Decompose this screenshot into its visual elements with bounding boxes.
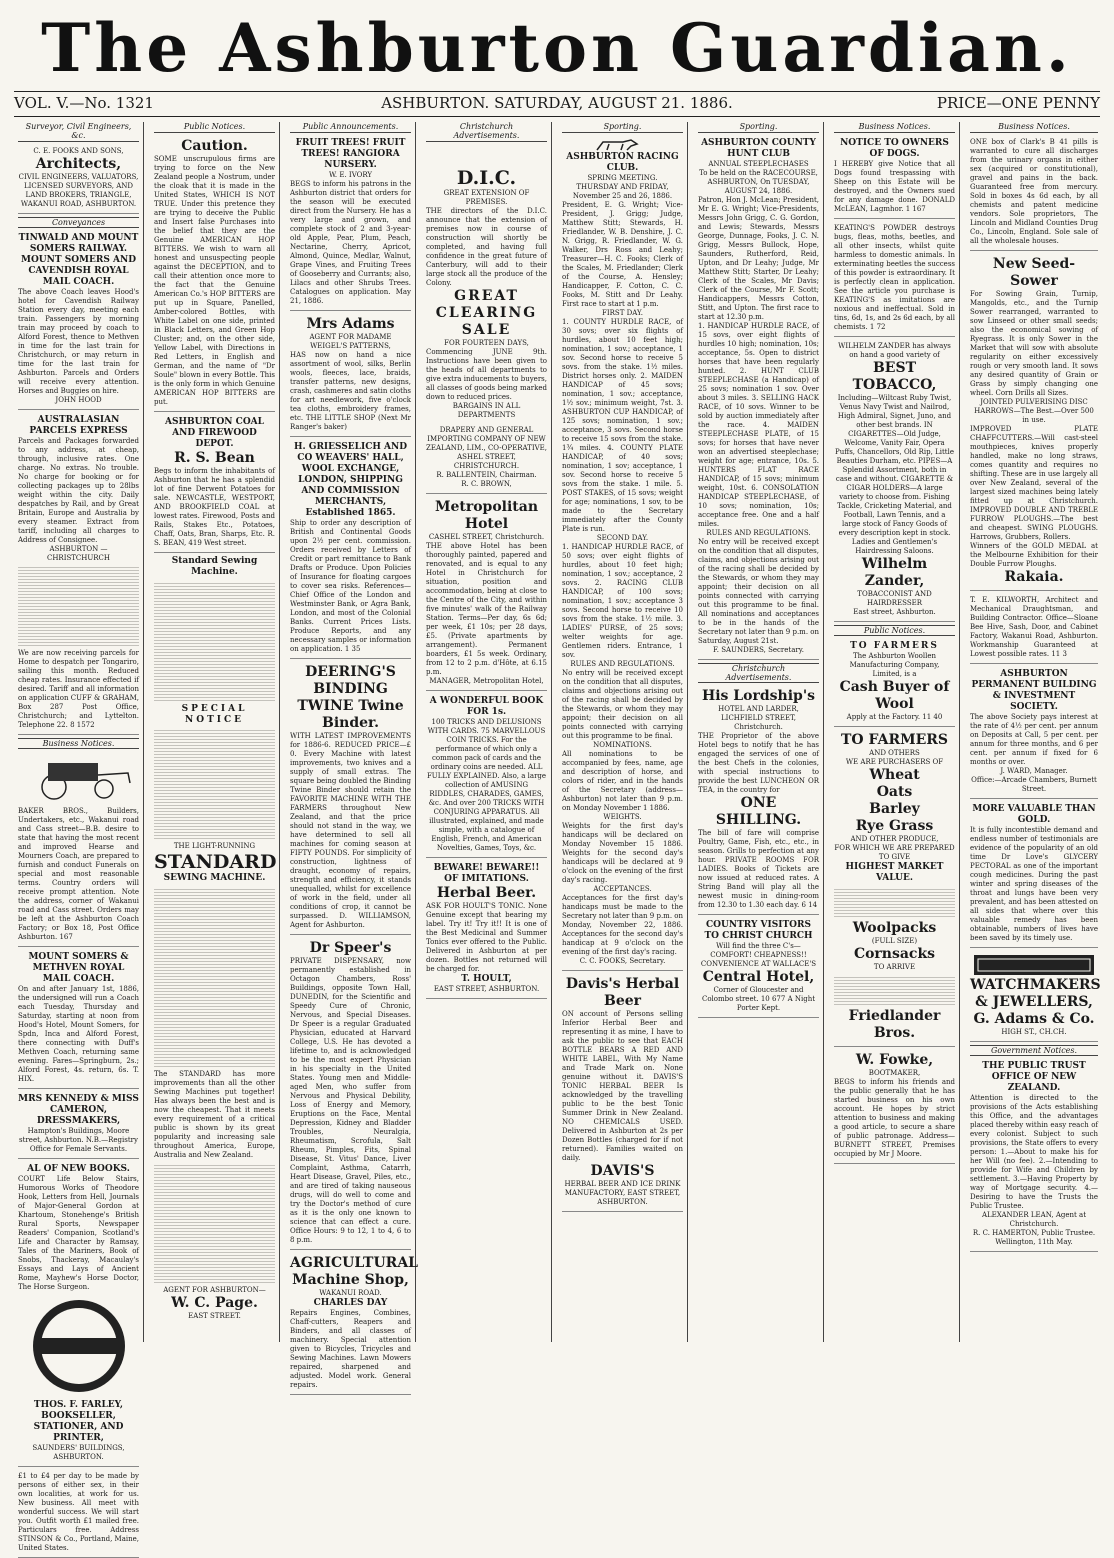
ad-title: AUSTRALASIAN PARCELS EXPRESS	[29, 415, 128, 436]
section-subheading: SECOND DAY.	[596, 534, 649, 542]
ad-subtitle: AGENT FOR ASHBURTON—	[163, 1286, 266, 1294]
dic-advert	[426, 145, 547, 494]
baker-advert	[18, 805, 139, 947]
tariff-table-illustration	[18, 566, 139, 646]
column-6	[694, 122, 824, 1342]
produce-rye-grass: Rye Grass	[855, 818, 934, 834]
column-1	[14, 122, 144, 1552]
ad-body: The above Society pays interest at the rate of 4½ per cent. per annum on Deposits at Call, 5 per cent. per annum for three months, and 6 per cent. per annum if fixed for 6 months or over.	[970, 713, 1098, 766]
ad-title: HIGHEST MARKET VALUE.	[845, 862, 944, 883]
section-subheading: ACCEPTANCES.	[593, 885, 652, 893]
ad-body: ASK FOR HOULT'S TONIC. None Genuine except that bearing my label. Try it! Try it!! It is one of the Best Medicinal and Summer Tonics ever offered to the Public. Delivered in Ashburton at per dozen. Bottles not returned will be charged for.	[426, 902, 547, 973]
ad-title: TO FARMERS	[850, 641, 939, 651]
ad-title: MOUNT SOMERS & METHVEN ROYAL MAIL COACH.	[28, 952, 129, 984]
ad-subtitle: JOINTED PULVERISING DISC HARROWS—The Best.—Over 500 in use.	[974, 398, 1094, 424]
ad-title: Architects,	[35, 156, 122, 172]
ad-body: Will find the three C's—COMFORT! CHEAPNESS!! CONVENIENCE AT WALLACE'S	[700, 942, 817, 968]
ad-subtitle: AND OTHER PRODUCE,	[850, 835, 939, 843]
ad-signature: C. C. FOOKS, Secretary.	[579, 957, 666, 965]
ad-body: Acceptances for the first day's handicaps must be made to the Secretary not later than 9 p.m. on Monday, November 22, 1886. Acceptances for the second day's handicap at 9 o'clock on the evening of the first day's racing.	[562, 894, 683, 956]
section-subheading: FIRST DAY.	[602, 309, 643, 317]
coach-illustration	[24, 753, 134, 801]
column-2	[150, 122, 280, 1342]
ad-body: I HEREBY give Notice that all Dogs found trespassing with Sheep on this Estate will be destroyed, and the Owners sued for any damage done. DONALD McLEAN, Lagmhor. 1 167	[834, 160, 955, 213]
ad-subtitle: AND OTHERS	[869, 749, 920, 757]
ad-title-large: Woolpacks	[852, 920, 937, 936]
ad-title-large: TO FARMERS	[840, 732, 949, 748]
masthead-rule-lower	[14, 116, 1100, 117]
caution-advert	[154, 136, 275, 412]
ad-subtitle: WE ARE PURCHASERS OF	[845, 758, 944, 766]
ad-title-large: Rakaia.	[1004, 569, 1064, 585]
ad-subtitle: (FULL SIZE)	[871, 937, 918, 945]
ad-address: HERBAL BEER AND ICE DRINK MANUFACTORY, EAST STREET, ASHBURTON.	[564, 1180, 681, 1206]
column-heading: Business Notices.	[970, 122, 1098, 133]
column-heading: Public Announcements.	[290, 122, 411, 133]
section-subheading: WEIGHTS.	[603, 813, 642, 821]
ad-body: Patron, Hon J. McLean; President, Mr E. G. Wright; Vice-Presidents, Messrs John Grigg, C. G. Gordon, and Lewis; Stewards, Messrs George, Dunnage, Fooks, J. C. N. Grigg, Messrs Bullock, Hope, Saunders, Rutherford, Reid, Upton, and Dr Leahy; Judge, Mr Matthew Stitt; Starter, Dr Leahy; Clerk of the Scales, Mr Davis; Clerk of the Course, Mr F. Scott; Handicappers, Messrs Cotton, Stitt, and Upton. The first race to start at 12.30 p.m.	[698, 196, 820, 321]
ad-title: AL OF NEW BOOKS.	[27, 1164, 130, 1174]
column-3	[286, 122, 419, 1389]
column-8	[966, 122, 1102, 1342]
ad-address: Apply at the Factory. 11 40	[846, 713, 943, 721]
ad-title-large: WATCHMAKERS & JEWELLERS, G. Adams & Co.	[970, 977, 1101, 1027]
ad-body: SOME unscrupulous firms are trying to force on the New Zealand people a Nostrum, under the cloak that it is made in the United States, WHICH IS NOT TRUE. Under this pretence they are trying to deceive the Public and Insert false Purchases into the belief that they are the Genuine AMERICAN HOP BITTERS. We wish to warn all honest and unsuspecting people against the DECEPTION, and to call their attention once more to the fact that the Genuine American Co.'s HOP BITTERS are put up in Square, Panelled, Amber-colored Bottles, with White Label on one side, printed in Black Letters, and Green Hop Cluster; and, on the other side, Yellow Label, with Directions in Red Letters, in English and German, and the name of "Dr Soule" blown in every Bottle. This is the only form in which Genuine AMERICAN HOP BITTERS are put.	[154, 155, 275, 406]
column-7	[830, 122, 960, 1342]
section-heading: Standard Sewing Machine.	[171, 556, 258, 577]
tariff-heading: ASHBURTON — CHRISTCHURCH	[46, 545, 111, 562]
ad-title-large: AGRICULTURAL Machine Shop,	[290, 1255, 419, 1288]
ad-subtitle: HOTEL AND LARDER, LICHFIELD STREET, Christchurch.	[718, 705, 799, 731]
ad-subtitle: THURSDAY AND FRIDAY, November 25 and 26, 1886.	[572, 183, 673, 200]
produce-advert	[834, 730, 955, 1047]
column-heading: Public Notices.	[154, 122, 275, 133]
ad-subtitle: WAKANUI ROAD.	[319, 1289, 382, 1297]
speer-advert	[290, 938, 411, 1250]
woollen-advert	[834, 639, 955, 727]
ad-body: Commencing JUNE 9th. Instructions have been given to the heads of all departments to give extra inducements to buyers, all classes of goods being marked down to reduced prices.	[426, 348, 547, 401]
special-notice-heading: SPECIAL NOTICE	[181, 704, 248, 725]
column-heading: Surveyor, Civil Engineers, &c.	[18, 122, 139, 142]
ad-body: Parcels and Packages forwarded to any address, at cheap, through, inclusive rates. One charge. No extras. No trouble. No charge for booking or for collecting packages up to 28lbs weight within the city. Daily despatches by Rail, and by Great Britain, Europe and Australia by every steamer. Extract from tariff, including all charges to Address of Consignee.	[18, 437, 139, 544]
decorative-panel	[154, 729, 275, 839]
column-4	[422, 122, 552, 1342]
ad-title: COUNTRY VISITORS TO CHRIST CHURCH	[704, 920, 813, 941]
ad-subtitle: TOBACCONIST AND HAIRDRESSER	[857, 590, 932, 607]
ad-subtitle: FOR FOURTEEN DAYS,	[444, 339, 529, 347]
section-subheading: RULES AND REGULATIONS.	[706, 529, 811, 537]
books-advert	[18, 1162, 139, 1467]
gold-advert	[970, 802, 1098, 948]
ad-title-large: New Seed-Sower	[992, 256, 1076, 289]
keating-advert	[834, 222, 955, 337]
ad-body: THE directors of the D.I.C. announce that the extension of premises now in course of construction will shortly be completed, and having full confidence in the great future of Canterbury, will add to their large stock all the produce of the Colony.	[426, 207, 547, 287]
ad-address: Office:—Arcade Chambers, Burnett Street.	[971, 776, 1097, 793]
masthead-rule	[14, 91, 1100, 92]
ad-title-large: GREAT CLEARING SALE	[435, 288, 538, 338]
adams-jewellers-advert	[970, 951, 1101, 1042]
ad-title: Caution.	[181, 138, 248, 154]
ad-body: Ship to order any description of British and Continental Goods upon 2½ per cent. commission. Orders received by Letters of Credit or part remittance to Bank Drafts or Produce. Upon Policies of Insurance for floating cargoes to cover sea risks. References—Chief Office of the London and Westminster Bank, or Agra Bank, London, and most of the Colonial Banks. Current Prices Lists. Produce Reports, and any necessary samples or information on application. 1 35	[290, 519, 411, 653]
american-waltham-watches-emblem	[31, 1298, 127, 1394]
issue-info-line	[14, 93, 1100, 113]
ad-body: Hampton's Buildings, Moore street, Ashburton. N.B.—Registry Office for Female Servants.	[19, 1127, 138, 1153]
ad-signature: MANAGER, Metropolitan Hotel,	[429, 677, 544, 685]
decorative-panel	[834, 975, 955, 1005]
ad-title: THOS. F. FARLEY, BOOKSELLER, STATIONER, AND PRINTER,	[33, 1400, 124, 1443]
ad-title-large: Davis's Herbal Beer	[565, 976, 680, 1009]
ad-body: Winners of the GOLD MEDAL at the Melbourne Exhibition for their Double Furrow Ploughs.	[970, 542, 1098, 568]
ad-title-large: Cornsacks	[853, 946, 936, 962]
ad-body: The above Coach leaves Hood's hotel for Cavendish Railway Station every day, meeting each train. Passengers by morning train may proceed by coach to Alford Forest, thence to Methven in time for the last train for Christchurch, or may return in time for the last train for Ashburton. Parcels and Orders will receive every attention. Horses and Buggies on hire.	[18, 288, 139, 395]
ad-subtitle: BARGAINS IN ALL DEPARTMENTS	[452, 402, 521, 419]
seed-sower-advert	[970, 254, 1098, 591]
ad-address: HIGH ST., CH.CH.	[1001, 1028, 1067, 1036]
ad-body: DRAPERY AND GENERAL IMPORTING COMPANY OF NEW ZEALAND, LIM., CO-OPERATIVE, ASHEL STREET, CHRISTCHURCH.	[426, 426, 547, 470]
ad-body: CIVIL ENGINEERS, VALUATORS, LICENSED SURVEYORS, AND LAND BROKERS, TRIANGLE, WAKANUI ROAD, ASHBURTON.	[18, 173, 139, 208]
ad-body: £1 to £4 per day to be made by persons of either sex, in their own localities, at work for us. New business. All meet with wonderful success. We will start you. Outfit worth £1 mailed free. Particulars free. Address STINSON & Co., Portland, Maine, United States.	[18, 1472, 139, 1552]
ad-title-large: STANDARD	[154, 851, 277, 873]
ad-signature: T. HOULT,	[461, 974, 512, 984]
ad-subtitle: W. E. IVORY	[328, 171, 373, 179]
ad-address: Corner of Gloucester and Colombo street. 10 677 A Night Porter Kept.	[701, 986, 816, 1012]
ad-title: BEWARE! BEWARE!! OF IMITATIONS.	[433, 863, 540, 884]
ad-signature: J. WARD, Manager.	[1000, 767, 1068, 775]
column-heading: Sporting.	[562, 122, 683, 133]
davis-advert	[562, 974, 683, 1212]
columns	[14, 122, 1102, 1552]
ad-signature: JOHN HOOD	[55, 396, 102, 404]
ad-body: T. E. KILWORTH, Architect and Mechanical Draughtsman, and Building Contractor. Office—Sloane Bee Hive, Sash, Door, and Cabinet Factory, Wakanui Road, Ashburton. Workmanship Guaranteed at Lowest possible rates. 11 3	[970, 596, 1098, 658]
ad-subtitle: TO ARRIVE	[873, 963, 916, 971]
wonderful-book-advert	[426, 694, 547, 858]
tinwald-advert	[18, 231, 139, 410]
ad-title-large: His Lordship's	[702, 688, 815, 704]
section-subheading: RULES AND REGULATIONS.	[570, 660, 675, 668]
racing-club-advert	[562, 136, 683, 971]
grieselich-advert	[290, 440, 411, 659]
ad-body: ONE box of Clark's B 41 pills is warranted to cure all discharges from the urinary organs in either sex (acquired or constitutional), gravel and pains in the back. Guaranteed free from mercury. Sold in boxes 4s 6d each, by all chemists and patent medicine vendors. Sole proprietors, The Lincoln and Midland Counties Drug Co., Lincoln, England. Sole sale of all the wholesale houses.	[970, 138, 1098, 245]
ad-title-large: DEERING'S BINDING TWINE Twine Binder.	[297, 664, 404, 731]
machine-shop-advert	[290, 1253, 419, 1395]
ad-date: Wellington, 11th May.	[995, 1238, 1073, 1246]
ad-body: THE above Hotel has been thoroughly painted, papered and renovated, and is equal to any Hotel in Christchurch for situation, position and accommodation, being at close to the Centre of the City, and within five minutes' walk of the Railway Station. Terms—Per day, 6s 6d; per week, £1 10s; per 28 days, £5. (Private apartments by arrangement). Permanent boarders, £1 5s week. Ordinary, from 12 to 2 p.m. d'Hôte, at 6.15 p.m.	[426, 542, 547, 676]
ad-address: East street, Ashburton.	[853, 608, 936, 616]
ad-body: PRIVATE DISPENSARY, now permanently established in Octagon Chambers, Ross' Buildings, opposite Town Hall, DUNEDIN, for the Scientific and Speedy Cure of Chronic, Nervous, and Special Diseases. Dr Speer is a regular Graduated Physician, educated at Harvard College, U.S. He has devoted a lifetime to, and is acknowledged to be the most expert Physician in his specialty in the United States. Young men and Middle-aged Men, who suffer from Nervous and Physical Debility, Loss of Energy and Memory, Eruptions on the Face, Mental Depression, Kidney and Bladder Troubles, Neuralgia, Rheumatism, Scrofula, Salt Rheum, Pimples, Fits, Spinal Disease, St. Vitus' Dance, Liver Complaint, Asthma, Catarrh, Heart Disease, Gravel, Piles, etc., and are tired of taking nauseous drugs, will do well to come and try the Doctor's method of cure as it is the only one known to science that can effect a cure. Office Hours: 9 to 12, 1 to 4, 6 to 8 p.m.	[290, 957, 411, 1244]
adams-advert	[290, 314, 411, 437]
column-heading: Sporting.	[698, 122, 819, 133]
ad-title-large: BEST TOBACCO,	[852, 360, 937, 393]
ad-body: The STANDARD has more improvements than all the other Sewing Machines put together! Has always been the best and is now the cheapest. That it meets every requirement of a critical public is shown by its great popularity and increasing sale throughout America, Europe, Australia and New Zealand.	[154, 1070, 275, 1159]
ad-title-large: Central Hotel,	[702, 969, 815, 985]
ad-body: No entry will be received except on the condition that all disputes, claims and objections arising out of the racing shall be decided by the Stewards, or whom they may appoint; their decision on all points connected with carrying out this programme to be final.	[562, 669, 683, 740]
ad-body: BEGS to inform his patrons in the Ashburton district that orders for the season will be executed direct from the Nursery. He has a very large and grown, and complete stock of 2 and 3-year-old Apple, Pear, Plum, Peach, Nectarine, Cherry, Apricot, Almond, Quince, Medlar, Walnut, Grape Vines, and Fruiting Trees of Gooseberry and Currants; also, Lilacs and other Shrubs Trees. Catalogues on application. May 21, 1886.	[290, 180, 411, 305]
ad-title: ASHBURTON COAL AND FIREWOOD DEPOT.	[165, 417, 264, 449]
ad-title-large: Friedlander Bros.	[848, 1008, 941, 1041]
dogs-notice	[834, 136, 955, 219]
ad-address: EAST STREET.	[188, 1312, 241, 1320]
ad-body: No entry will be received except on the condition that all disputes, claims, and objections arising out of the racing shall be decided by the Stewards, or whom they may appoint; their decision on all points connected with carrying out this programme to be final. All nominations and acceptances to be in the hands of the Secretary not later than 9 p.m. on Saturday, August 21st.	[698, 538, 819, 645]
ad-title-large: Herbal Beer.	[436, 885, 537, 901]
ad-body: WITH LATEST IMPROVEMENTS for 1886-6. REDUCED PRICE—£ 0. Every Machine with latest improvements, two knives and a supply of small extras. The square being doubled the Binding Twine Binder should retain the FAVORITE MACHINE WITH THE FARMERS throughout New Zealand, and that the price should not stand in the way, we have determined to sell all machines for coming season at FIFTY POUNDS. For simplicity of construction, lightness of draught, economy of repairs, strength and efficiency, it stands unequalled, whilst for excellence of work in the field, under all conditions of crop, it cannot be surpassed. D. WILLIAMSON, Agent for Ashburton.	[290, 732, 411, 929]
ad-title: NOTICE TO OWNERS OF DOGS.	[840, 138, 949, 159]
section-heading: Conveyances	[18, 217, 139, 228]
watchmakers-banner-icon	[972, 953, 1096, 977]
public-trust-notice	[970, 1059, 1098, 1252]
ad-subtitle: FOR WHICH WE ARE PREPARED TO GIVE	[834, 844, 955, 861]
hunt-club-advert	[698, 136, 819, 660]
ad-subtitle: To be held on the RACECOURSE, ASHBURTON, On TUESDAY, AUGUST 24, 1886.	[699, 169, 818, 195]
section-heading: Government Notices.	[970, 1045, 1098, 1056]
ad-title-large: W. C. Page.	[171, 1295, 258, 1311]
ad-title-large: DAVIS'S	[590, 1163, 655, 1179]
ad-body: Attention is directed to the provisions of the Acts establishing this Office, and the advantages placed thereby within easy reach of every colonist. Subject to such provisions, the State offers to every person: 1.—About to make his for her Will (no fee). 2.—Intending to provide for Wife and Children by settlement. 3.—Having Property by way of Mortgage security. 4.—Desiring to have the Trusts the Public Trustee.	[970, 1094, 1098, 1210]
ad-body: SAUNDERS' BUILDINGS, ASHBURTON.	[32, 1444, 125, 1461]
kilworth-advert	[970, 594, 1098, 664]
ad-signature: F. SAUNDERS, Secretary.	[712, 646, 804, 654]
ad-title: FRUIT TREES! FRUIT TREES! RANGIORA NURSERY.	[295, 138, 406, 170]
hoult-advert	[426, 861, 547, 999]
express-advert	[18, 413, 139, 735]
ad-title-large: Cash Buyer of Wool	[839, 679, 950, 712]
metropolitan-advert	[426, 497, 547, 691]
central-hotel-advert	[698, 918, 819, 1018]
clark-pills-advert	[970, 136, 1098, 251]
ad-body: All nominations to be accompanied by fees, name, age and description of horse, and colors of rider, and in the hands of the Secretary (address—Ashburton) not later than 9 p.m. on Monday November 1 1886.	[562, 750, 683, 812]
ad-firm: C. E. FOOKS AND SONS,	[33, 147, 124, 155]
column-heading: Business Notices.	[834, 122, 955, 133]
ad-body: It is fully incontestible demand and endless number of testimonials are evidence of the popularity of an old time Dr Love's GLYCERY PECTORAL as one of the important cough medicines. During the past winter and spring diseases of the throat and lungs have been very prevalent, and has been attested on all sides that where over this valuable remedy has been obtainable, numbers of lives have been saved by its timely use.	[970, 826, 1098, 942]
section-subheading: NOMINATIONS.	[593, 741, 652, 749]
ad-body: ON account of Persons selling Inferior Herbal Beer and representing it as mine, I have to ask the public to see that EACH BOTTLE BEARS A RED AND WHITE LABEL, With My Name and Trade Mark on. None genuine without it. DAVIS'S TONIC HERBAL BEER Is acknowledged by the travelling public to be the best Tonic Summer Drink in New Zealand. NO CHEMICALS USED. Delivered in Ashburton at 2s per Dozen Bottles (charged for if not returned). Families waited on daily.	[562, 1010, 683, 1162]
ad-title-large: W. Fowke,	[855, 1052, 934, 1068]
ad-body: BAKER BROS., Builders, Undertakers, etc., Wakanui road and Cass street—B.B. desire to state that having the most recent and improved Hearse and Mourners Coach, are prepared to furnish and conduct Funerals on special and most reasonable terms. Country orders will receive prompt attention. Note the address, corner of Wakanui road and Cass street. Orders may be left at the Ashburton Coach Factory; or Box 18, Post Office Ashburton. 167	[18, 807, 139, 941]
ad-body: 1. COUNTY HURDLE RACE, of 30 sovs; over six flights of hurdles, about 10 feet high; nomination, 1 sov.; acceptance, 1 sov. Second horse to receive 5 sovs. from the stake. 1½ miles. District horses only. 2. MAIDEN HANDICAP of 45 sovs; nomination, 1 sov.; acceptance, 1½ sov.; minimum weight, 7st. 3. ASHBURTON CUP HANDICAP, of 125 sovs; nomination, 1 sov.; acceptance, 3 sovs. Second horse to receive 15 sovs from the stake. 1¾ miles. 4. COUNTY PLATE HANDICAP, of 40 sovs; nomination, 1 sov; acceptance, 1 sov. Second horse to receive 5 sovs from the stake. 1 mile. 5. POST STAKES, of 15 sovs; weight for age; nominations, 1 sov, to be made to the Secretary immediately after the County Plate is run.	[562, 318, 683, 533]
ad-signature: ALEXANDER LEAN, Agent at Christchurch.	[981, 1211, 1087, 1228]
ad-title-large: D.I.C.	[456, 167, 517, 189]
ad-body: 100 TRICKS AND DELUSIONS WITH CARDS. 75 MARVELLOUS COIN TRICKS. For the performance of which only a common pack of cards and the ordinary coins are needed. ALL FULLY EXPLAINED. Also, a large collection of AMUSING RIDDLES, CHARADES, GAMES, &c. And over 200 TRICKS WITH CONJURING APPARATUS. All illustrated, explained, and made simple, with a catalogue of English, French, and American Novelties, Games, Toys, &c.	[426, 718, 547, 852]
ad-body: The Ashburton Woollen Manufacturing Company, Limited, is a	[849, 652, 940, 678]
ad-title-large: Mrs Adams	[306, 316, 395, 332]
ad-title: ASHBURTON PERMANENT BUILDING & INVESTMENT SOCIETY.	[971, 669, 1097, 712]
volume-number: VOL. V.—No. 1321	[14, 94, 154, 112]
ad-body: Begs to inform the inhabitants of Ashburton that he has a splendid lot of fine Derwent Potatoes for sale. NEWCASTLE, WESTPORT, AND BROOKFIELD COAL at lowest rates. Firewood, Posts and Rails, Stakes Etc., Potatoes, Chaff, Oats, Bran, Sharps, Etc. R. S. BEAN, 419 West street.	[154, 467, 275, 547]
ad-body: On and after January 1st, 1886, the undersigned will run a Coach each Tuesday, Thursday and Saturday, starting at noon from Hood's Hotel, Mount Somers, for Spdn, Inca and Alford Forest, there connecting with Duff's Methven Coach, returning same evening. Fares—Springburn, 2s.; Alford Forest, 4s. return, 6s. T. HIX.	[18, 985, 139, 1083]
ad-signature: R. C. BROWN,	[461, 480, 512, 488]
ad-body: COURT Life Below Stairs, Humorous Works of Theodore Hook, Letters from Hell, Journals of Major-General Gordon at Khartoum, Stonehenge's British Rural Sports, Newspaper Readers' Companion, Scotland's Life and Character by Ramsay, Tales of the Mariners, Book of Snobs, Thackeray, Macaulay's Essays and Lays of Ancient Rome, Mayhew's Horse Doctor, The Horse Surgeon.	[18, 1175, 139, 1291]
horse-icon	[593, 138, 653, 152]
ad-title-large: R. S. Bean	[174, 450, 255, 466]
fooks-advert	[18, 145, 139, 214]
ad-body: KEATING'S POWDER destroys bugs, fleas, moths, beetles, and all other insects, whilst quite harmless to domestic animals. In exterminating beetles the success of this powder is extraordinary. It is perfectly clean in application. See the article you purchase is KEATING'S as imitations are noxious and ineffectual. Sold in tins, 6d, 1s, and 2s 6d each, by all chemists. 1 72	[834, 224, 955, 331]
ad-body: BEGS to inform his friends and the public generally that he has started business on his own account. He hopes by strict attention to business and making a good article, to secure a share of public patronage. Address—BURNETT STREET, Premises occupied by Mr J Moore.	[834, 1078, 955, 1158]
ad-subtitle: ANNUAL STEEPLECHASES	[708, 160, 809, 168]
ad-subtitle: BOOTMAKER,	[868, 1069, 921, 1077]
ad-body: 1. HANDICAP HURDLE RACE, of 50 sovs; over eight flights of hurdles, about 10 feet high; nomination, 1 sov.; acceptance, 2 sovs. 2. RACING CLUB HANDICAP, of 100 sovs; nomination, 1 sov.; acceptance 3 sovs. Second horse to receive 10 sovs from the stake. 1½ mile. 3. LADIES' PURSE, of 25 sovs; welter weights for age. Gentlemen riders. Entrance, 1 sov.	[562, 543, 683, 659]
decorative-panel	[154, 1163, 275, 1283]
ad-subtitle: SPRING MEETING.	[587, 174, 658, 182]
nursery-advert	[290, 136, 411, 311]
fowke-advert	[834, 1050, 955, 1164]
ad-title: A WONDERFUL BOOK FOR 1s.	[429, 696, 544, 717]
ad-body: We are now receiving parcels for Home to despatch per Tongariro, sailing this month. Reduced cheap rates. Insurance effected if desired. Tariff and all information on application CUFF & GRAHAM, Box 287 Post Office, Christchurch; and Lyttelton. Telephone 22. 8 1572	[18, 649, 139, 729]
ad-address: EAST STREET, ASHBURTON.	[433, 985, 540, 993]
ad-subtitle: WILHELM ZANDER has always on hand a good variety of	[838, 342, 951, 359]
ad-subtitle: AGENT FOR MADAME WEIGEL'S PATTERNS,	[309, 333, 392, 350]
ad-subtitle: THE LIGHT-RUNNING	[173, 842, 256, 850]
ad-body: 1. HANDICAP HURDLE RACE, of 15 sovs, over eight flights of hurdles 10 high; nomination, 10s; acceptance, 5s. Open to district horses that have been regularly hunted. 2. HUNT CLUB STEEPLECHASE (a Handicap) of 25 sovs; nomination 1 sov. Over about 3 miles. 3. SELLING HACK RACE, of 10 sovs. Winner to be sold by auction immediately after the race. 4. MAIDEN STEEPLECHASE PLATE, of 15 sovs; for horses that have never won an advertised steeplechase; weight for age; entrance, 10s. 5. HUNTERS FLAT RACE HANDICAP, of 15 sovs; minimum weight, 10st. 6. CONSOLATION HANDICAP STEEPLECHASE, of 10 sovs; nomination, 10s; acceptance free. One and a half miles.	[698, 322, 819, 528]
ad-body: For Sowing Grain, Turnip, Mangolds, etc., and the Turnip Sower rearranged, warranted to sow Linseed or other small seeds; also the economical sowing of Ryegrass. It is only Sower in the Market that will sow with absolute regularity on either excessively rough or very smooth land. It sows any desired quantity of Grain or Grass by simply changing one wheel. Corn Drills all Sizes.	[970, 290, 1098, 397]
ad-body: The bill of fare will comprise Poultry, Game, Fish, etc., etc., in season. Grills to perfection at any hour. PRIVATE ROOMS FOR LADIES. Books of Tickets are now issued at reduced rates. A String Band will play all the newest music in dining-room from 12.30 to 1.30 each day. 6 14	[698, 829, 819, 909]
ad-title: TINWALD AND MOUNT SOMERS RAILWAY. MOUNT SOMERS AND CAVENDISH ROYAL MAIL COACH.	[18, 233, 139, 287]
ad-body: President, E. G. Wright; Vice-President, J. Grigg; Judge, Matthew Stitt; Stewards, H. Friedlander, W. B. Denshire, J. C. N. Grigg, R. Friedlander, W. G. Walker, Drs Ross and Leahy; Treasurer—H. C. Fooks; Clerk of the Scales, M. Friedlander; Clerk of the Course, A. Hensley; Handicapper, F. Cotton, C. C. Fooks, M. Stitt and Dr Leahy. First race to start at 1 p.m.	[562, 201, 683, 308]
ad-body: THE Proprietor of the above Hotel begs to notify that he has engaged the services of one of the best Chefs in the colonies, with special instructions to provide the best LUNCHEON OR TEA, in the country for	[698, 732, 819, 794]
ad-title-large: Dr Speer's	[309, 940, 392, 956]
ad-body: Weights for the first day's handicaps will be declared on Monday November 15 1886. Weights for the second day's handicaps will be declared at 9 o'clock on the evening of the first day's racing.	[562, 822, 683, 884]
ad-title: ASHBURTON RACING CLUB.	[566, 152, 679, 173]
issue-price: PRICE—ONE PENNY	[936, 94, 1100, 112]
decorative-panel	[834, 887, 955, 917]
produce-oats: Oats	[876, 784, 913, 800]
methven-advert	[18, 950, 139, 1089]
ad-subtitle: CASHEL STREET, Christchurch.	[428, 533, 545, 541]
ad-title: ASHBURTON COUNTY HUNT CLUB	[701, 138, 816, 159]
kennedy-advert	[18, 1092, 139, 1159]
ad-title-large: Metropolitan Hotel	[434, 499, 539, 532]
column-5	[558, 122, 688, 1342]
ad-title-large: Wilhelm Zander,	[861, 556, 928, 589]
ad-subtitle: GREAT EXTENSION OF PREMISES.	[443, 189, 530, 206]
ad-title: MORE VALUABLE THAN GOLD.	[972, 804, 1096, 825]
ad-title: MRS KENNEDY & MISS CAMERON, DRESSMAKERS,	[18, 1094, 139, 1126]
ad-body: Including—Wiltcast Ruby Twist, Venus Navy Twist and Nailrod, High Admiral, Signet, Juno, and other best brands. IN CIGARETTES—Old Judge, Welcome, Vanity Fair, Opera Puffs, Chancellors, Old Rip, Little Beauties Durham, etc. PIPES—A Splendid Assortment, both in case and without. CIGARETTE & CIGAR HOLDERS—A large variety to choose from. Fishing Tackle, Cricketing Material, and Football, Lawn Tennis, and a large stock of Fancy Goods of every description kept in stock. Ladies and Gentlemen's Hairdressing Saloons.	[835, 394, 954, 555]
ad-signature: R. C. HAMERTON, Public Trustee.	[972, 1229, 1096, 1237]
ad-title: H. GRIESSELICH AND CO WEAVERS' HALL, WOOL EXCHANGE, LONDON, SHIPPING AND COMMISSION MERCHANTS, Established 1865.	[293, 442, 408, 518]
section-heading: Business Notices.	[18, 738, 139, 749]
ad-title-large: ONE SHILLING.	[715, 795, 802, 828]
pound-advert	[18, 1470, 139, 1558]
lordship-advert	[698, 686, 819, 915]
column-heading: Christchurch Advertisements.	[426, 122, 547, 142]
twine-advert	[290, 662, 411, 935]
zander-advert	[834, 340, 955, 622]
ad-title: THE PUBLIC TRUST OFFICE OF NEW ZEALAND.	[982, 1061, 1086, 1093]
ad-body: HAS now on hand a nice assortment of wool, silks, Berlin wools, fleeces, lace, braids, transfer patterns, new designs, crash, cashmeres and satin cloths for art needlework, five o'clock tea cloths, embroidery frames, etc. THE LITTLE SHOP (Next Mr Ranger's baker)	[290, 351, 411, 431]
ad-body: IMPROVED PLATE CHAFFCUTTERS.—Will cast-steel mouthpieces, knives properly handled, make no long straws, comes quantity and requires no shifting. These are in use largely all over New Zealand, several of the largest sized machines being lately fitted up at Christchurch. IMPROVED DOUBLE AND TREBLE FURROW PLOUGHS.—The best and cheapest. SWING PLOUGHS. Harrows, Grubbers, Rollers.	[970, 425, 1098, 541]
section-heading: Public Notices.	[834, 625, 955, 636]
decorative-panel	[154, 581, 275, 701]
ad-body: Repairs Engines, Combines, Chaff-cutters, Reapers and Binders, and all classes of machinery. Special attention given to Bicycles, Tricycles and Sewing Machines. Lawn Mowers repaired, sharpened and adjusted. Model work. General repairs.	[290, 1309, 411, 1389]
ad-signature: R. BALLENTEIN, Chairman.	[436, 471, 537, 479]
produce-wheat: Wheat	[869, 767, 920, 783]
produce-barley: Barley	[869, 801, 920, 817]
decorative-panel	[154, 887, 275, 1067]
section-heading: Christchurch Advertisements.	[698, 663, 819, 683]
ad-title: SEWING MACHINE.	[163, 873, 266, 883]
masthead-title: The Ashburton Guardian.	[41, 9, 1073, 87]
ad-title: CHARLES DAY	[313, 1298, 388, 1308]
bean-advert	[154, 415, 275, 553]
issue-date: ASHBURTON. SATURDAY, AUGUST 21. 1886.	[381, 94, 733, 112]
building-society-advert	[970, 667, 1098, 799]
